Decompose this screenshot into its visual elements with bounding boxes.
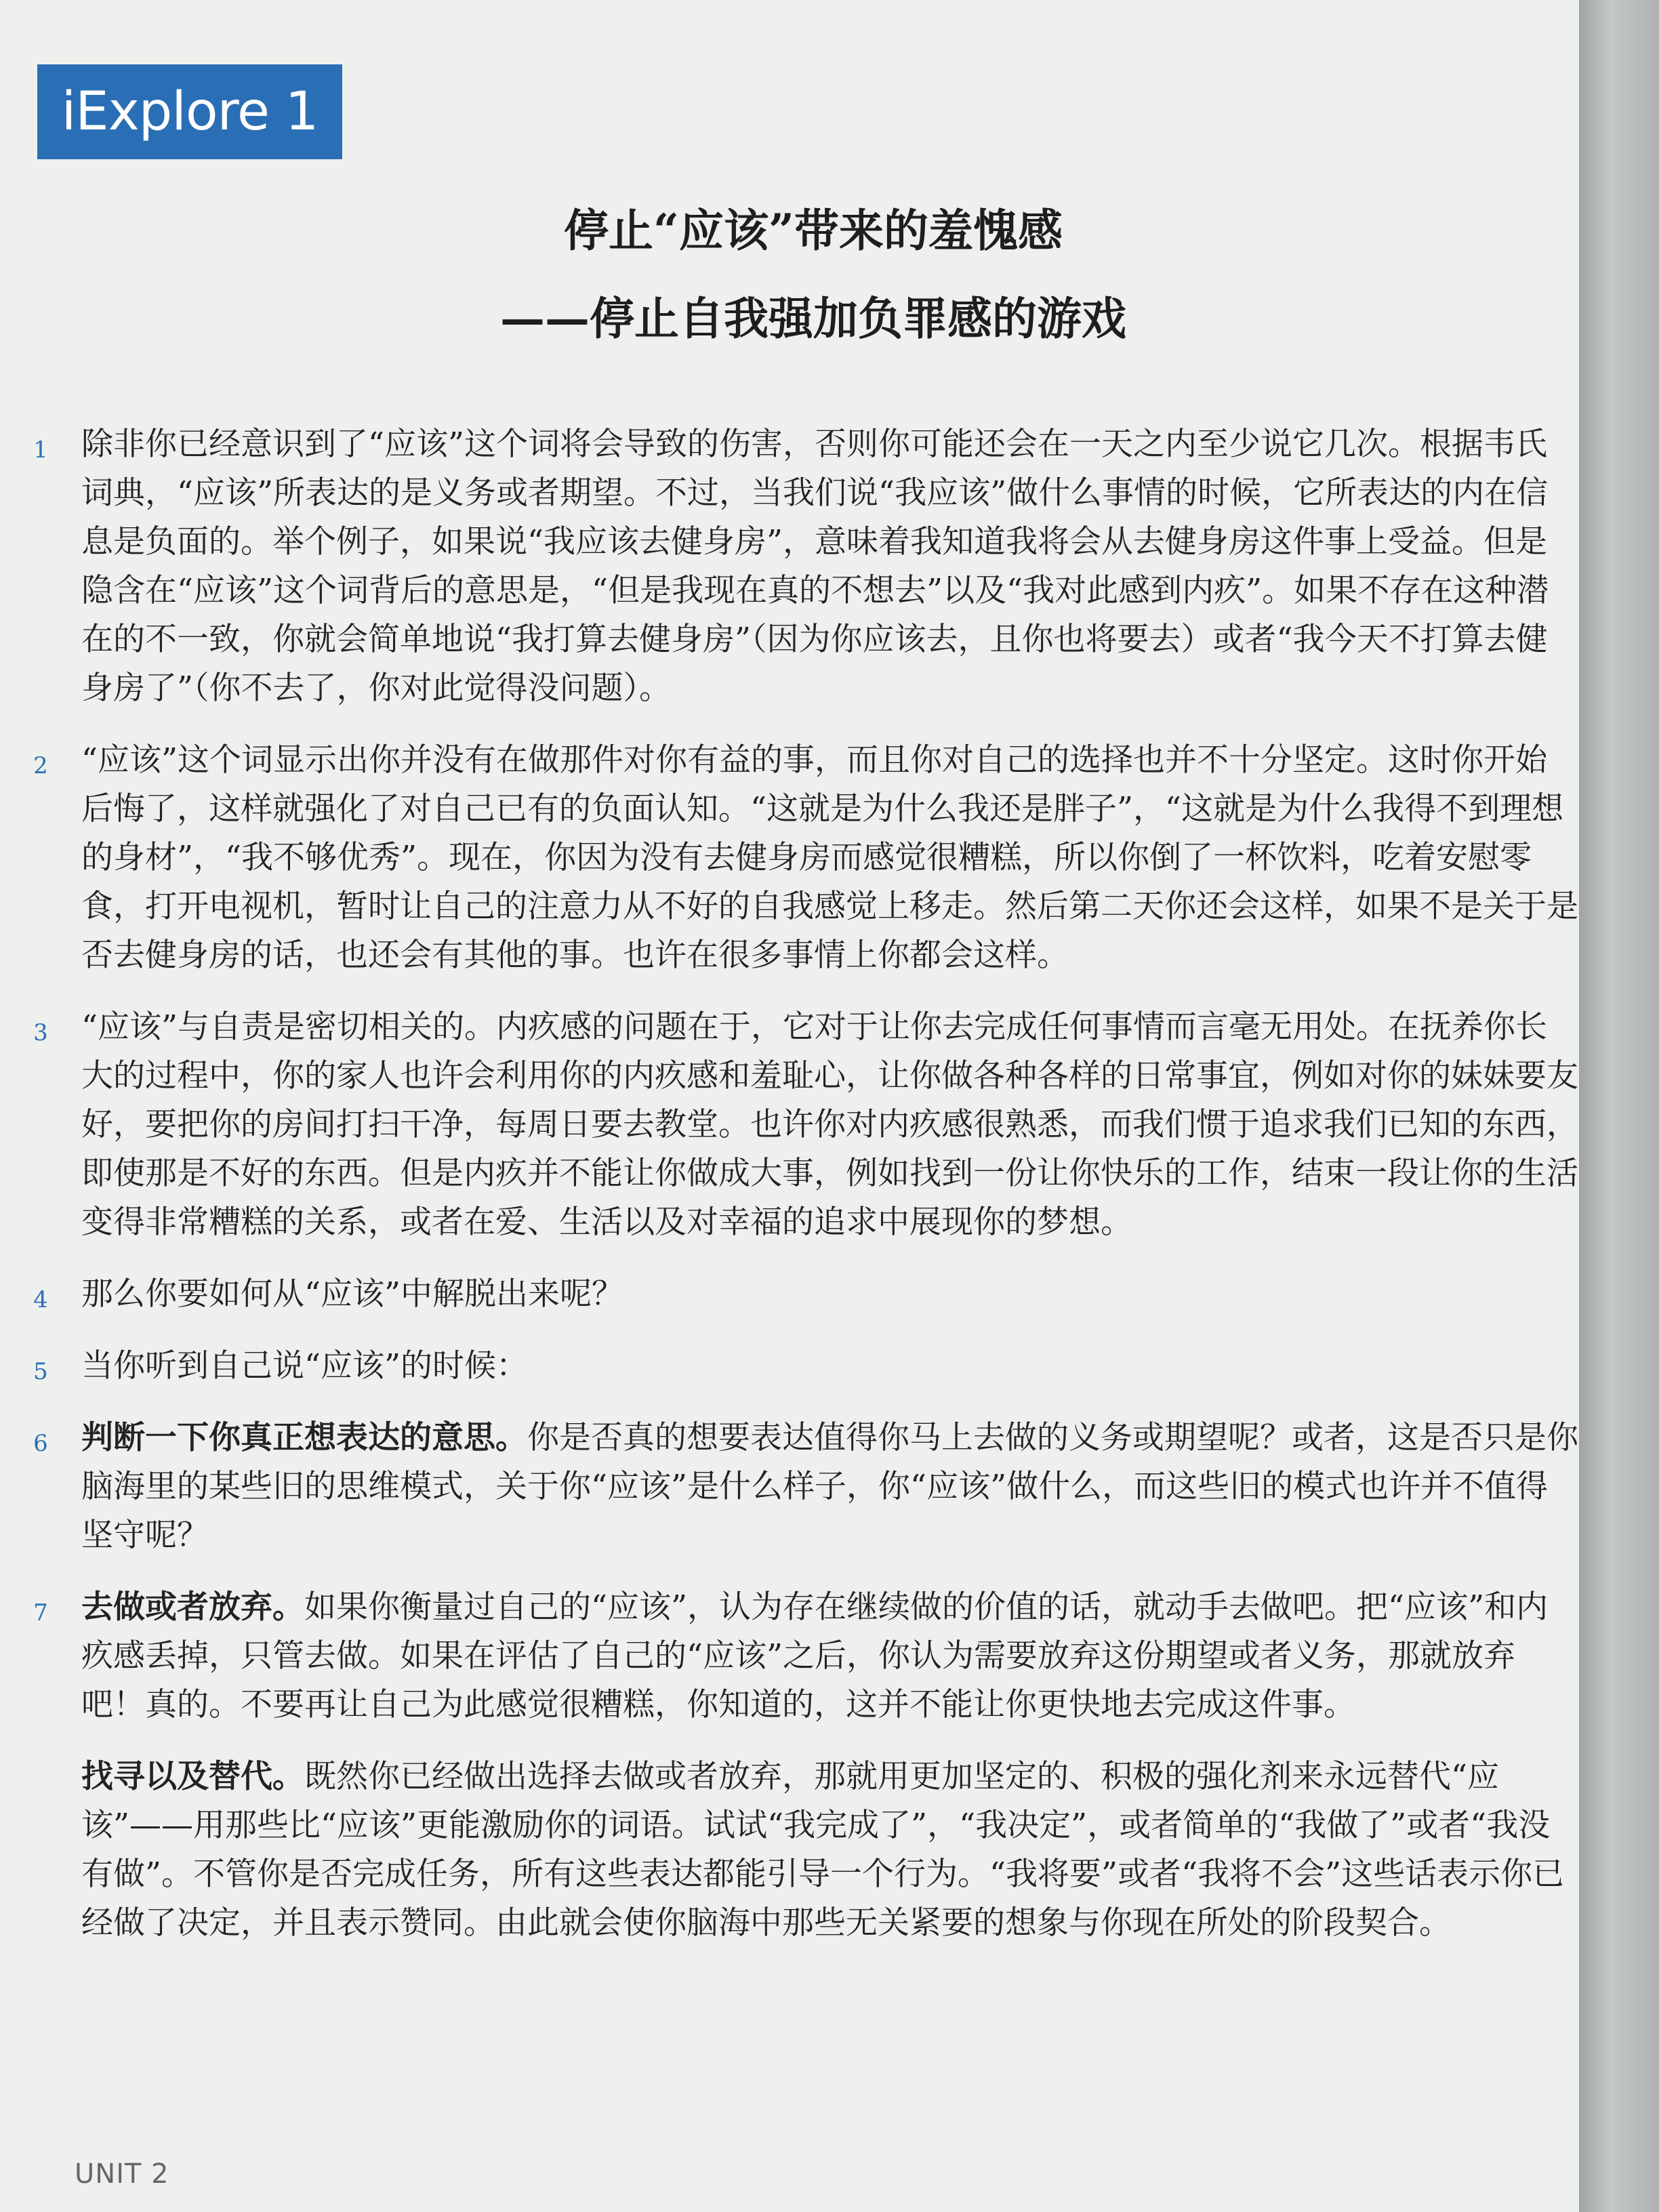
page-title: 停止“应该”带来的羞愧感 <box>564 204 1063 257</box>
paragraph-text: 那么你要如何从“应该”中解脱出来呢？ <box>81 1275 624 1313</box>
paragraph-number: 3 <box>33 1019 48 1046</box>
paragraph-6 <box>27 1414 1579 1560</box>
paragraph-text: 如果你衡量过自己的“应该”，认为存在继续做的价值的话，就动手去做吧。把“应该”和内疚感丢掉，只管去做。如果在评估了自己的“应该”之后，你认为需要放弃这份期望或者义务，那就放弃吧！真的。不要再让自己为此感觉很糟糕，你知道的，这并不能让你更快地去完成这件事。 <box>81 1589 1549 1723</box>
paragraph-number: 4 <box>33 1286 48 1313</box>
page-subtitle: ——停止自我强加负罪感的游戏 <box>500 292 1126 345</box>
paragraph-8 <box>27 1753 1579 1948</box>
paragraph-4 <box>27 1270 1579 1319</box>
paragraph-text: 既然你已经做出选择去做或者放弃，那就用更加坚定的、积极的强化剂来永远替代“应该”——用那些比“应该”更能激励你的词语。试试“我完成了”，“我决定”，或者简单的“我做了”或者“我没有做”。不管你是否完成任务，所有这些表达都能引导一个行为。“我将要”或者“我将不会”这些话表示你已经做了决定，并且表示赞同。由此就会使你脑海中那些无关紧要的想象与你现在所处的阶段契合。 <box>81 1758 1565 1942</box>
paragraph-lead: 判断一下你真正想表达的意思。 <box>81 1419 527 1456</box>
title-block <box>407 197 1220 352</box>
paragraph-number: 1 <box>33 436 48 464</box>
paragraph-number: 7 <box>33 1599 48 1626</box>
paragraph-number: 2 <box>33 752 48 779</box>
paragraph-2 <box>27 736 1579 980</box>
paragraph-1 <box>27 420 1579 713</box>
paragraph-number: 6 <box>33 1430 48 1457</box>
paragraph-3 <box>27 1003 1579 1247</box>
paragraph-text: 除非你已经意识到了“应该”这个词将会导致的伤害，否则你可能还会在一天之内至少说它几次。根据韦氏词典，“应该”所表达的是义务或者期望。不过，当我们说“我应该”做什么事情的时候，它所表达的内在信息是负面的。举个例子，如果说“我应该去健身房”，意味着我知道我将会从去健身房这件事上受益。但是隐含在“应该”这个词背后的意思是，“但是我现在真的不想去”以及“我对此感到内疚”。如果不存在这种潜在的不一致，你就会简单地说“我打算去健身房”（因为你应该去，且你也将要去）或者“我今天不打算去健身房了”（你不去了，你对此觉得没问题）。 <box>81 426 1549 707</box>
paragraph-7 <box>27 1583 1579 1729</box>
paragraph-lead: 去做或者放弃。 <box>81 1589 304 1626</box>
paragraph-lead: 找寻以及替代。 <box>81 1758 304 1795</box>
body-text <box>27 420 1579 1971</box>
paragraph-text: 你是否真的想要表达值得你马上去做的义务或期望呢？或者，这是否只是你脑海里的某些旧的思维模式，关于你“应该”是什么样子，你“应该”做什么，而这些旧的模式也许并不值得坚守呢？ <box>81 1419 1578 1554</box>
paragraph-text: “应该”与自责是密切相关的。内疚感的问题在于，它对于让你去完成任何事情而言毫无用处。在抚养你长大的过程中，你的家人也许会利用你的内疚感和羞耻心，让你做各种各样的日常事宜，例如对你的妹妹要友好，要把你的房间打扫干净，每周日要去教堂。也许你对内疚感很熟悉，而我们惯于追求我们已知的东西，即使那是不好的东西。但是内疚并不能让你做成大事，例如找到一份让你快乐的工作，结束一段让你的生活变得非常糟糕的关系，或者在爱、生活以及对幸福的追求中展现你的梦想。 <box>81 1008 1578 1241</box>
section-badge: iExplore 1 <box>37 64 342 159</box>
paragraph-5 <box>27 1342 1579 1391</box>
paragraph-text: 当你听到自己说“应该”的时候： <box>81 1347 529 1385</box>
paragraph-number: 5 <box>33 1358 48 1385</box>
adjacent-pages-edge <box>1579 0 1659 2212</box>
page-footer: UNIT 2 <box>75 2158 169 2190</box>
paragraph-text: “应该”这个词显示出你并没有在做那件对你有益的事，而且你对自己的选择也并不十分坚定。这时你开始后悔了，这样就强化了对自己已有的负面认知。“这就是为什么我还是胖子”，“这就是为什么我得不到理想的身材”，“我不够优秀”。现在，你因为没有去健身房而感觉很糟糕，所以你倒了一杯饮料，吃着安慰零食，打开电视机，暂时让自己的注意力从不好的自我感觉上移走。然后第二天你还会这样，如果不是关于是否去健身房的话，也还会有其他的事。也许在很多事情上你都会这样。 <box>81 741 1578 974</box>
